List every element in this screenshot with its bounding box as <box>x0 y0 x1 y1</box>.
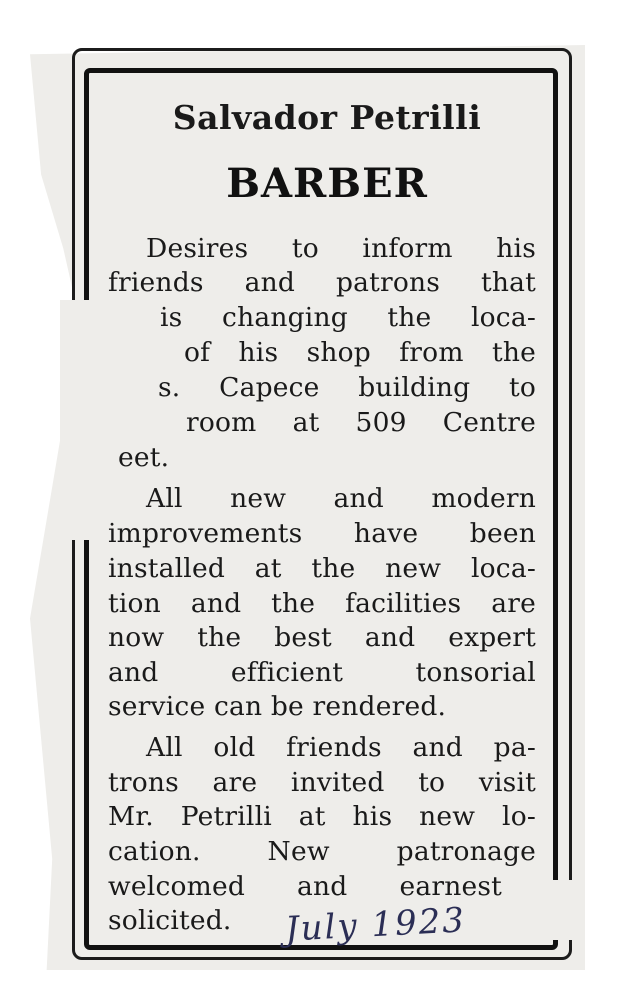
text-line: All old friends and pa- <box>146 732 536 763</box>
handwritten-date: July 1923 <box>284 900 467 950</box>
text-line: eet. <box>118 442 170 473</box>
text-line: room at 509 Centre <box>186 407 536 438</box>
torn-edge <box>60 300 105 540</box>
text-line: is changing the loca- <box>160 302 536 333</box>
text-line: Desires to inform his <box>146 233 536 264</box>
text-line: friends and patrons that <box>108 267 536 298</box>
text-line: All new and modern <box>146 483 536 514</box>
text-line: now the best and expert <box>108 622 536 653</box>
text-line: trons are invited to visit <box>108 767 536 798</box>
text-line: tion and the facilities are <box>108 588 536 619</box>
text-line: and efficient tonsorial <box>108 657 536 688</box>
text-line: cation. New patronage <box>108 836 536 867</box>
text-line: of his shop from the <box>184 337 536 368</box>
text-line: Mr. Petrilli at his new lo- <box>108 801 536 832</box>
text-line: service can be rendered. <box>108 691 447 722</box>
text-line: installed at the new loca- <box>108 553 536 584</box>
torn-edge <box>520 880 580 940</box>
text-line: improvements have been <box>108 518 536 549</box>
text-line: solicited. <box>108 905 232 936</box>
occupation-title: BARBER <box>226 160 428 207</box>
barber-name: Salvador Petrilli <box>172 98 482 137</box>
text-line: s. Capece building to <box>158 372 536 403</box>
text-line: welcomed and earnest <box>108 871 502 902</box>
